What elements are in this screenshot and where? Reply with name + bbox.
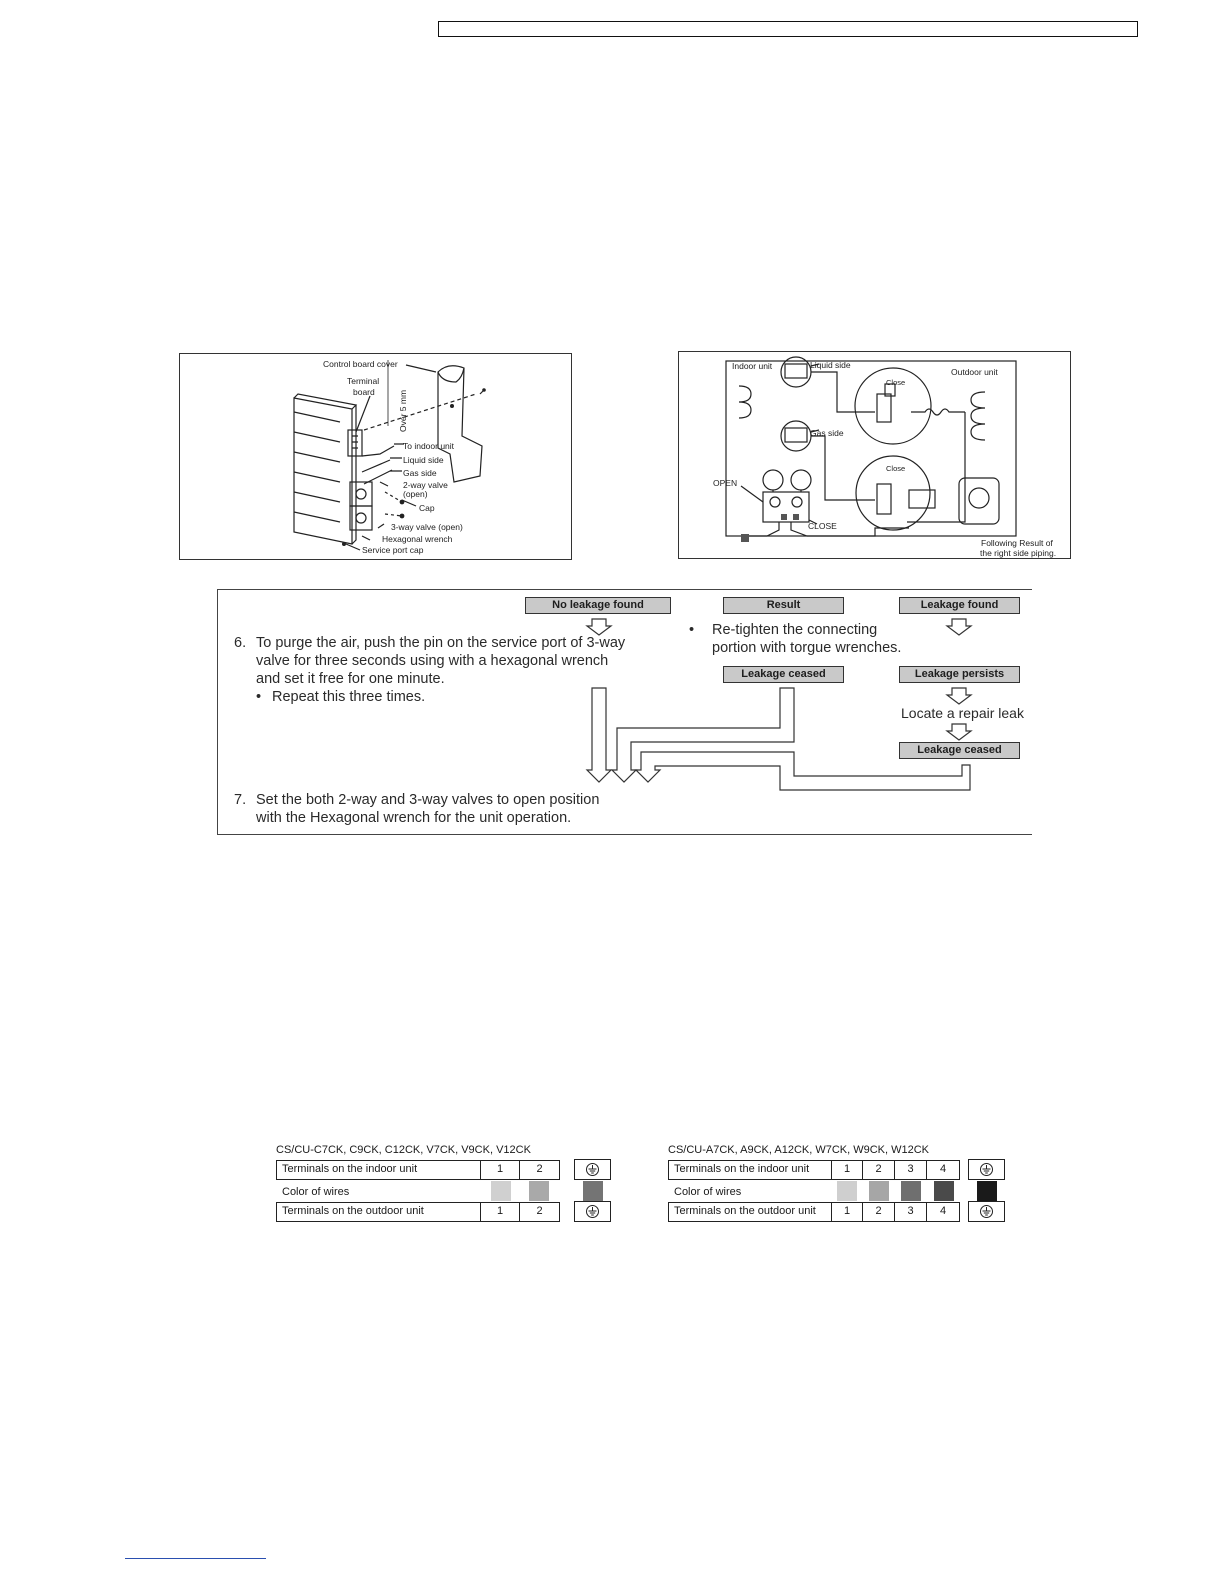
wiring-left-color-label: Color of wires: [282, 1186, 350, 1198]
wiring-right-ground-wire-color: [977, 1181, 997, 1201]
wiring-right-outdoor-terminal-3: 3: [894, 1202, 927, 1222]
label-close-top: Close: [886, 378, 906, 387]
wiring-right-outdoor-label: Terminals on the outdoor unit: [668, 1202, 832, 1222]
step6-bullet-text: Repeat this three times.: [272, 689, 426, 705]
wiring-right-title: CS/CU-A7CK, A9CK, A12CK, W7CK, W9CK, W12CK: [668, 1144, 930, 1156]
label-terminal-board-1: Terminal: [347, 376, 380, 386]
wiring-left-indoor-terminal-2: 2: [519, 1160, 560, 1180]
wiring-right-wire-color-3: [901, 1181, 921, 1201]
wiring-left-outdoor-label: Terminals on the outdoor unit: [276, 1202, 481, 1222]
piping-schematic-figure: [678, 351, 1071, 559]
retighten-line1: Re-tighten the connecting: [712, 622, 878, 638]
tag-result: Result: [723, 597, 844, 614]
step6-line1: To purge the air, push the pin on the service port of 3-way: [256, 635, 626, 651]
label-to-indoor-unit: To indoor unit: [403, 441, 455, 451]
tag-leakage-found: Leakage found: [899, 597, 1020, 614]
label-2-way-valve-1: 2-way valve: [403, 480, 448, 490]
wiring-right-indoor-terminal-1: 1: [831, 1160, 863, 1180]
label-hexagonal-wrench: Hexagonal wrench: [382, 534, 453, 544]
wiring-right-indoor-label: Terminals on the indoor unit: [668, 1160, 832, 1180]
wiring-left-indoor-ground-icon: [574, 1159, 611, 1180]
wiring-right-indoor-terminal-3: 3: [894, 1160, 927, 1180]
step7-line1: Set the both 2-way and 3-way valves to open position: [256, 792, 600, 808]
wiring-left-outdoor-terminal-1: 1: [480, 1202, 520, 1222]
wiring-right-color-label: Color of wires: [674, 1186, 742, 1198]
wiring-right-outdoor-terminal-1: 1: [831, 1202, 863, 1222]
wiring-left-wire-color-1: [491, 1181, 511, 1201]
label-close-bottom: Close: [886, 464, 906, 473]
wiring-left-ground-wire-color: [583, 1181, 603, 1201]
label-gas-side-right: Gas side: [810, 428, 844, 438]
label-over-5mm: Over 5 mm: [398, 389, 408, 432]
tag-no-leakage-found: No leakage found: [525, 597, 671, 614]
wiring-right-outdoor-terminal-4: 4: [926, 1202, 960, 1222]
label-open: OPEN: [713, 478, 738, 488]
wiring-right-wire-color-4: [934, 1181, 954, 1201]
tag-leakage-persists: Leakage persists: [899, 666, 1020, 683]
wiring-right-outdoor-ground-icon: [968, 1201, 1005, 1222]
label-gas-side: Gas side: [403, 468, 437, 478]
label-following-2: the right side piping.: [980, 548, 1057, 558]
wiring-left-indoor-label: Terminals on the indoor unit: [276, 1160, 481, 1180]
step7-number: 7.: [234, 792, 247, 808]
wiring-left-indoor-terminal-1: 1: [480, 1160, 520, 1180]
header-box: [438, 21, 1138, 37]
wiring-right-indoor-terminal-4: 4: [926, 1160, 960, 1180]
wiring-left-wire-color-2: [529, 1181, 549, 1201]
label-service-port-cap: Service port cap: [362, 545, 424, 555]
tag-leakage-ceased-2: Leakage ceased: [899, 742, 1020, 759]
retighten-line2: portion with torgue wrenches.: [712, 640, 902, 656]
step7-line2: with the Hexagonal wrench for the unit operation.: [256, 810, 572, 826]
step6-number: 6.: [234, 635, 247, 651]
wiring-right-outdoor-terminal-2: 2: [862, 1202, 895, 1222]
tag-leakage-ceased-1: Leakage ceased: [723, 666, 844, 683]
step6-line2: valve for three seconds using with a hexagonal wrench: [256, 653, 609, 669]
wiring-right-indoor-terminal-2: 2: [862, 1160, 895, 1180]
step6-line3: and set it free for one minute.: [256, 671, 445, 687]
step6-bullet: •: [256, 689, 262, 705]
label-liquid-side: Liquid side: [403, 455, 444, 465]
wiring-left-title: CS/CU-C7CK, C9CK, C12CK, V7CK, V9CK, V12CK: [276, 1144, 531, 1156]
label-liquid-side-right: Liquid side: [810, 360, 851, 370]
valve-installation-figure: [179, 353, 572, 560]
retighten-bullet: •: [689, 622, 695, 638]
leak-test-flowchart: [217, 589, 1032, 835]
wiring-left-outdoor-terminal-2: 2: [519, 1202, 560, 1222]
wiring-right-wire-color-1: [837, 1181, 857, 1201]
label-close-gauge: CLOSE: [808, 521, 837, 531]
label-following-1: Following Result of: [981, 538, 1053, 548]
label-outdoor-unit: Outdoor unit: [951, 367, 998, 377]
label-2-way-valve-2: (open): [403, 489, 428, 499]
wiring-right-indoor-ground-icon: [968, 1159, 1005, 1180]
label-terminal-board-2: board: [353, 387, 375, 397]
footer-link-line: [125, 1558, 266, 1559]
locate-repair-leak: Locate a repair leak: [901, 705, 1024, 721]
label-control-board-cover: Control board cover: [323, 359, 398, 369]
label-indoor-unit: Indoor unit: [732, 361, 773, 371]
piping-schematic-drawing: [679, 352, 1072, 560]
wiring-left-outdoor-ground-icon: [574, 1201, 611, 1222]
wiring-right-wire-color-2: [869, 1181, 889, 1201]
label-cap: Cap: [419, 503, 435, 513]
label-3-way-valve: 3-way valve (open): [391, 522, 463, 532]
